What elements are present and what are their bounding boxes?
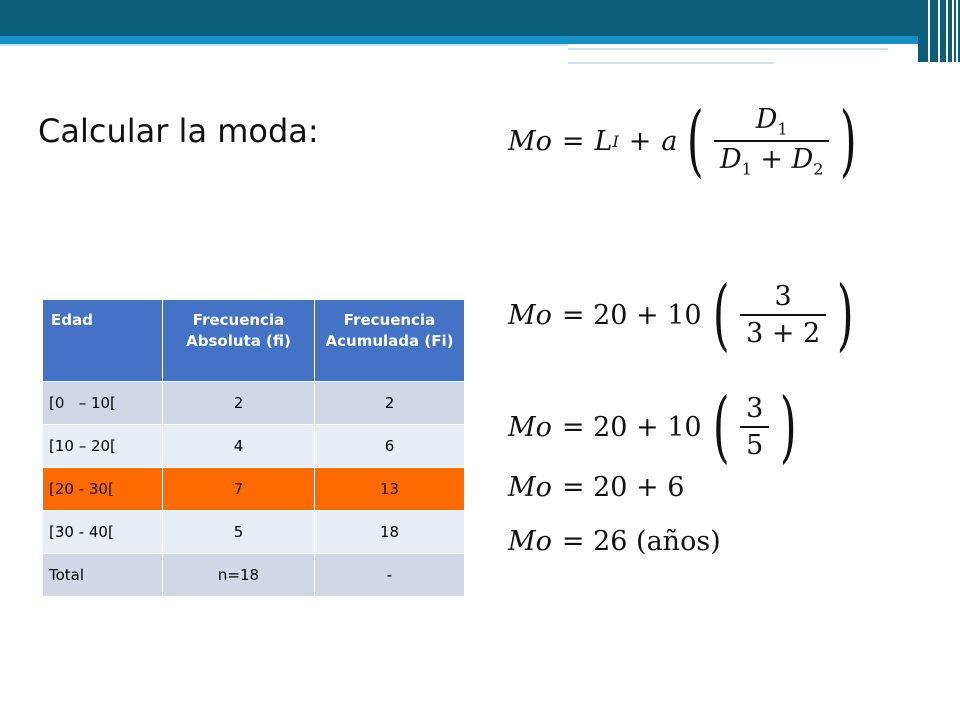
table-row: [0 – 10[ 2 2 xyxy=(43,382,465,425)
header-rule xyxy=(0,44,568,46)
table-header-row xyxy=(43,300,465,382)
table-row-total: Total n=18 - xyxy=(43,554,465,597)
table-row-modal-class: [20 - 30[ 7 13 xyxy=(43,468,465,511)
column-header-absolute-frequency: Frecuencia Absoluta (fi) xyxy=(163,300,315,382)
step-3: Mo = 20 + 6 xyxy=(508,472,685,503)
step-4-result: Mo = 26 (años) xyxy=(508,526,721,557)
frequency-table xyxy=(42,299,465,597)
step-1: Mo = 20 + 10 ( $\frac{3}{3 + 2}$ ) xyxy=(508,270,854,360)
slide-title: Calcular la moda: xyxy=(38,112,319,150)
mode-formula: Mo = L I + a ( $\frac{D_1}{D_1 + D_2}$ ) xyxy=(508,96,858,186)
header-rule xyxy=(568,62,774,64)
step-2: Mo = 20 + 10 ( $\frac{3}{5}$ ) xyxy=(508,382,797,472)
column-header-cumulative-frequency: Frecuencia Acumulada (Fi) xyxy=(315,300,465,382)
table-row: [30 - 40[ 5 18 xyxy=(43,511,465,554)
table-row: [10 – 20[ 4 6 xyxy=(43,425,465,468)
corner-stripes xyxy=(918,0,960,62)
header-rule xyxy=(568,48,888,50)
header-accent-band xyxy=(0,36,930,44)
column-header-edad: Edad xyxy=(43,300,163,382)
header-band xyxy=(0,0,960,36)
